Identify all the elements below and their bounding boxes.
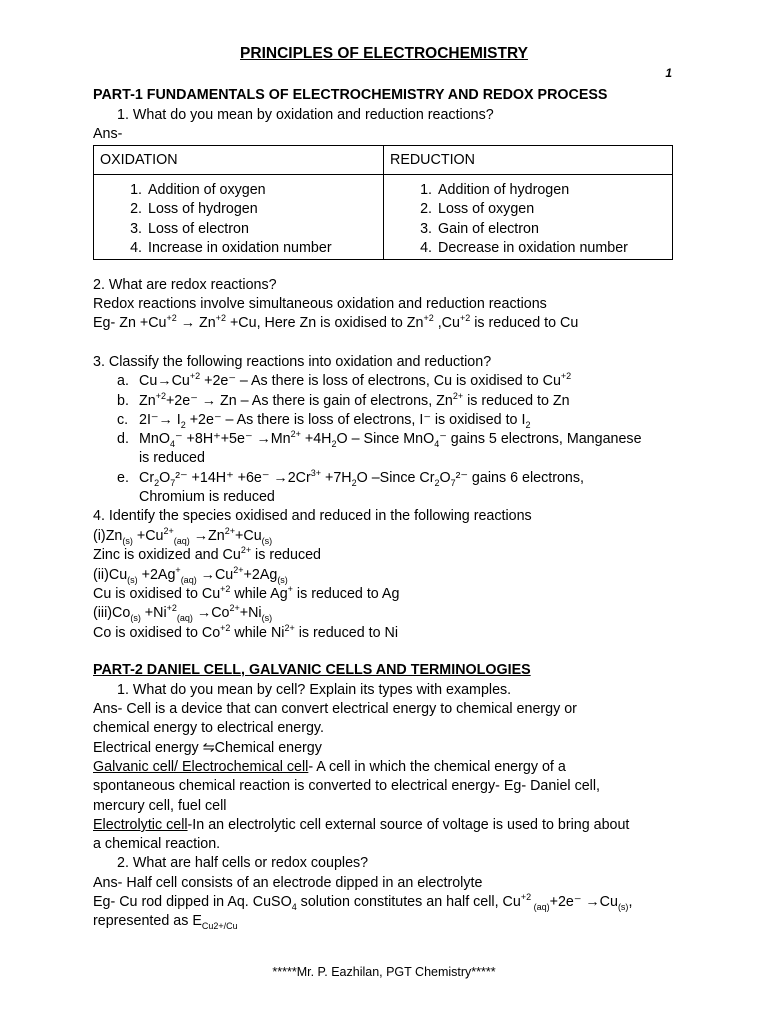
q4-answer-3: Co is oxidised to $Co^{+2}$ while $Ni^{2+}$ is reduced to Ni [93, 623, 399, 641]
q3-item-b: $Zn^{+2}+2e^- \to Zn - As$ there is gain of electrons, $Zn^{2+}$ is reduced to Zn [139, 391, 570, 409]
half-cell-representation: represented as $E_{Cu2+/Cu}$ [93, 913, 238, 931]
list-marker: d. [117, 431, 129, 447]
reduction-item: 3. Gain of electron [436, 220, 672, 239]
electrolytic-definition-cont: a chemical reaction. [93, 836, 221, 852]
oxidation-item: 3. Loss of electron [146, 220, 383, 239]
list-marker: c. [117, 412, 129, 428]
reduction-cell [384, 175, 673, 260]
part2-question-2: 2. What are half cells or redox couples? [117, 855, 369, 871]
oxidation-item: 4. Increase in oxidation number [146, 239, 383, 258]
part2-answer-1-line: chemical energy to electrical energy. [93, 720, 324, 736]
oxidation-item: 2. Loss of hydrogen [146, 200, 383, 219]
reduction-item: 4. Decrease in oxidation number [436, 239, 672, 258]
question-3: 3. Classify the following reactions into oxidation and reduction? [93, 354, 492, 370]
galvanic-term: Galvanic cell/ Electrochemical cell [93, 759, 309, 775]
part2-answer-2: Ans- Half cell consists of an electrode dipped in an electrolyte [93, 875, 483, 891]
reduction-item: 2. Loss of oxygen [436, 200, 672, 219]
reduction-item: 1. Addition of hydrogen [436, 181, 672, 200]
part1-heading: PART-1 FUNDAMENTALS OF ELECTROCHEMISTRY AND REDOX PROCESS [93, 87, 608, 103]
oxidation-header: OXIDATION [94, 146, 384, 175]
question-4: 4. Identify the species oxidised and reduced in the following reactions [93, 508, 532, 524]
page-title: PRINCIPLES OF ELECTROCHEMISTRY [240, 45, 528, 62]
q4-answer-2: Cu is oxidised to $Cu^{+2}$ while Ag+ is reduced to Ag [93, 584, 400, 602]
q3-item-c: $2I^-\to I_2 +2e^- - As$ there is loss of electrons, I⁻ is oxidised to $I_2$ [139, 412, 531, 430]
list-marker: a. [117, 373, 129, 389]
q3-item-e: $Cr_2O_7^{2-} +14H^+ +6e^- \to 2Cr^{3+} +7H_2O$ –Since $Cr_2O_7^{2-}$ gains 6 electrons, [139, 468, 584, 488]
q3-item-a: $Cu\to Cu^{+2} +2e^- - As$ there is loss of electrons, Cu is oxidised to $Cu^{+2}$ [139, 371, 572, 389]
oxidation-cell [94, 175, 384, 260]
electrolytic-definition: Electrolytic cell-In an electrolytic cell external source of voltage is used to bring about [93, 817, 630, 833]
q3-item-d: $MnO_4^- +8H^++5e^- \to Mn^{2+} +4H_2O$ – Since MnO$_4$⁻ gains 5 electrons, Manganese [139, 429, 642, 449]
q4-answer-1: Zinc is oxidized and $Cu^{2+}$ is reduced [93, 545, 322, 563]
question-2-example: Eg- $Zn +Cu^{+2} \to Zn^{+2} +Cu$, Here Zn is oxidised to $Zn^{+2}$ $,Cu^{+2}$ is reduced to Cu [93, 313, 579, 331]
page-footer: *****Mr. P. Eazhilan, PGT Chemistry***** [272, 965, 496, 979]
question-2-answer: Redox reactions involve simultaneous oxidation and reduction reactions [93, 296, 547, 312]
galvanic-definition: Galvanic cell/ Electrochemical cell- A cell in which the chemical energy of a [93, 759, 566, 775]
part2-heading: PART-2 DANIEL CELL, GALVANIC CELLS AND TERMINOLOGIES [93, 662, 531, 678]
half-cell-example: Eg- Cu rod dipped in Aq. CuSO$_4$ solution constitutes an half cell, $Cu^{+2}$ $_{(aq)}+2e^- \to Cu_{(s)}$, [93, 892, 633, 912]
q4-reaction-2: $(ii)Cu_{(s)} +2Ag^+_{(aq)} \to Cu^{2+}+2Ag_{(s)}$ [93, 565, 288, 585]
part2-answer-1-line: Ans- Cell is a device that can convert electrical energy to chemical energy or [93, 701, 577, 717]
question-2: 2. What are redox reactions? [93, 277, 277, 293]
q4-reaction-1: $(i)Zn_{(s)} +Cu^{2+}_{(aq)} \to Zn^{2+}+Cu_{(s)}$ [93, 526, 273, 546]
oxidation-item: 1. Addition of oxygen [146, 181, 383, 200]
oxidation-reduction-table [93, 145, 673, 260]
energy-conversion: Electrical energy ⇋Chemical energy [93, 740, 322, 756]
question-1: 1. What do you mean by oxidation and reduction reactions? [117, 107, 494, 123]
galvanic-definition-cont: mercury cell, fuel cell [93, 798, 227, 814]
answer-label: Ans- [93, 126, 123, 142]
reduction-header: REDUCTION [384, 146, 673, 175]
oxidation-list [94, 181, 383, 259]
reduction-list [384, 181, 672, 259]
list-marker: b. [117, 393, 129, 409]
electrolytic-term: Electrolytic cell [93, 817, 188, 833]
list-marker: e. [117, 470, 129, 486]
part2-question-1: 1. What do you mean by cell? Explain its types with examples. [117, 682, 512, 698]
q4-reaction-3: $(iii)Co_{(s)} +Ni^{+2}_{(aq)} \to Co^{2+}+Ni_{(s)}$ [93, 603, 273, 623]
page-number: 1 [665, 66, 672, 80]
q3-item-d-cont: is reduced [139, 450, 205, 466]
galvanic-definition-cont: spontaneous chemical reaction is converted to electrical energy- Eg- Daniel cell, [93, 778, 601, 794]
q3-item-e-cont: Chromium is reduced [139, 489, 275, 505]
